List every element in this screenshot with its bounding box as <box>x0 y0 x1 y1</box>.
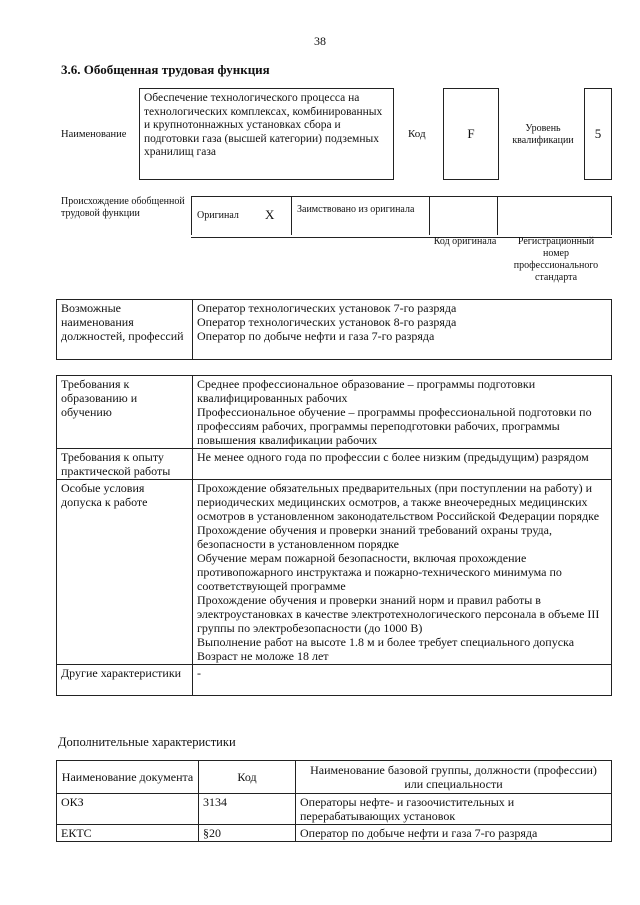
conditions-label: Особые условия допуска к работе <box>57 480 193 665</box>
table-row <box>57 825 612 842</box>
row-name: Операторы нефте- и газоочистительных и перерабатывающих установок <box>296 794 612 825</box>
table-row <box>57 480 612 665</box>
code-box <box>443 88 499 180</box>
education-item: Среднее профессиональное образование – программы подготовки квалифицированных рабочих <box>197 377 536 405</box>
additional-table <box>56 760 612 842</box>
condition-item: Прохождение обучения и проверки знаний требований охраны труда, безопасности в установленном порядке <box>197 523 552 551</box>
col-doc-header: Наименование документа <box>57 761 199 794</box>
section-title: 3.6. Обобщенная трудовая функция <box>61 62 270 77</box>
function-name-value: Обеспечение технологического процесса на технологических комплексах, комбинированных и крупнотоннажных установках сбора и подготовки газа (высшей категории) подземных хранилищ газа <box>144 92 383 158</box>
positions-cell <box>193 300 612 360</box>
condition-item: Выполнение работ на высоте 1.8 м и более требует специального допуска <box>197 635 575 649</box>
row-code: §20 <box>199 825 296 842</box>
condition-item: Прохождение обязательных предварительных (при поступлении на работу) и периодических медицинских осмотров, а также внеочередных медицинских осмотров в установленном законодательством Российской Федерации порядке <box>197 481 600 523</box>
row-name: Оператор по добыче нефти и газа 7-го разряда <box>296 825 612 842</box>
code-label: Код <box>408 128 426 140</box>
original-mark: X <box>265 207 275 222</box>
table-row <box>57 376 612 449</box>
education-item: Профессиональное обучение – программы профессиональной подготовки по профессиям рабочих, программы переподготовки рабочих, программы повышения квалификации рабочих <box>197 405 592 447</box>
positions-table <box>56 299 612 360</box>
table-row <box>57 665 612 696</box>
position-item: Оператор по добыче нефти и газа 7-го разряда <box>197 329 435 343</box>
origin-label: Происхождение обобщенной трудовой функции <box>61 196 185 219</box>
table-row <box>57 449 612 480</box>
code-original-caption: Код оригинала <box>433 236 497 247</box>
experience-value: Не менее одного года по профессии с более низким (предыдущим) разрядом <box>193 449 612 480</box>
row-doc: ОКЗ <box>57 794 199 825</box>
positions-label: Возможные наименования должностей, профессий <box>57 300 193 360</box>
table-row <box>57 794 612 825</box>
education-label: Требования к образованию и обучению <box>57 376 193 449</box>
level-box <box>584 88 612 180</box>
reg-number-caption: Регистрационный номер профессионального стандарта <box>513 236 599 283</box>
level-label: Уровень квалификации <box>512 123 574 146</box>
level-value: 5 <box>594 126 602 141</box>
conditions-cell <box>193 480 612 665</box>
row-doc: ЕКТС <box>57 825 199 842</box>
other-label: Другие характеристики <box>57 665 193 696</box>
original-label: Оригинал <box>197 210 239 221</box>
row-code: 3134 <box>199 794 296 825</box>
position-item: Оператор технологических установок 7-го разряда <box>197 301 457 315</box>
table-row <box>57 300 612 360</box>
table-row <box>57 761 612 794</box>
position-item: Оператор технологических установок 8-го разряда <box>197 315 457 329</box>
col-name-header: Наименование базовой группы, должности (профессии) или специальности <box>296 761 612 794</box>
code-value: F <box>467 126 475 141</box>
col-code-header: Код <box>199 761 296 794</box>
page-number: 38 <box>314 34 326 48</box>
additional-title: Дополнительные характеристики <box>58 735 236 749</box>
requirements-table <box>56 375 612 696</box>
condition-item: Возраст не моложе 18 лет <box>197 649 329 663</box>
other-value: - <box>193 665 612 696</box>
condition-item: Прохождение обучения и проверки знаний норм и правил работы в электроустановках в качестве электротехнологического персонала в объеме III группы по электробезопасности (до 1000 В) <box>197 593 600 635</box>
origin-row <box>191 196 612 238</box>
function-name-box <box>139 88 394 180</box>
borrowed-label: Заимствовано из оригинала <box>297 204 415 215</box>
education-cell <box>193 376 612 449</box>
condition-item: Обучение мерам пожарной безопасности, включая прохождение противопожарного инструктажа и пожарно-технического минимума по соответствующей программе <box>197 551 562 593</box>
experience-label: Требования к опыту практической работы <box>57 449 193 480</box>
name-label: Наименование <box>61 129 127 140</box>
